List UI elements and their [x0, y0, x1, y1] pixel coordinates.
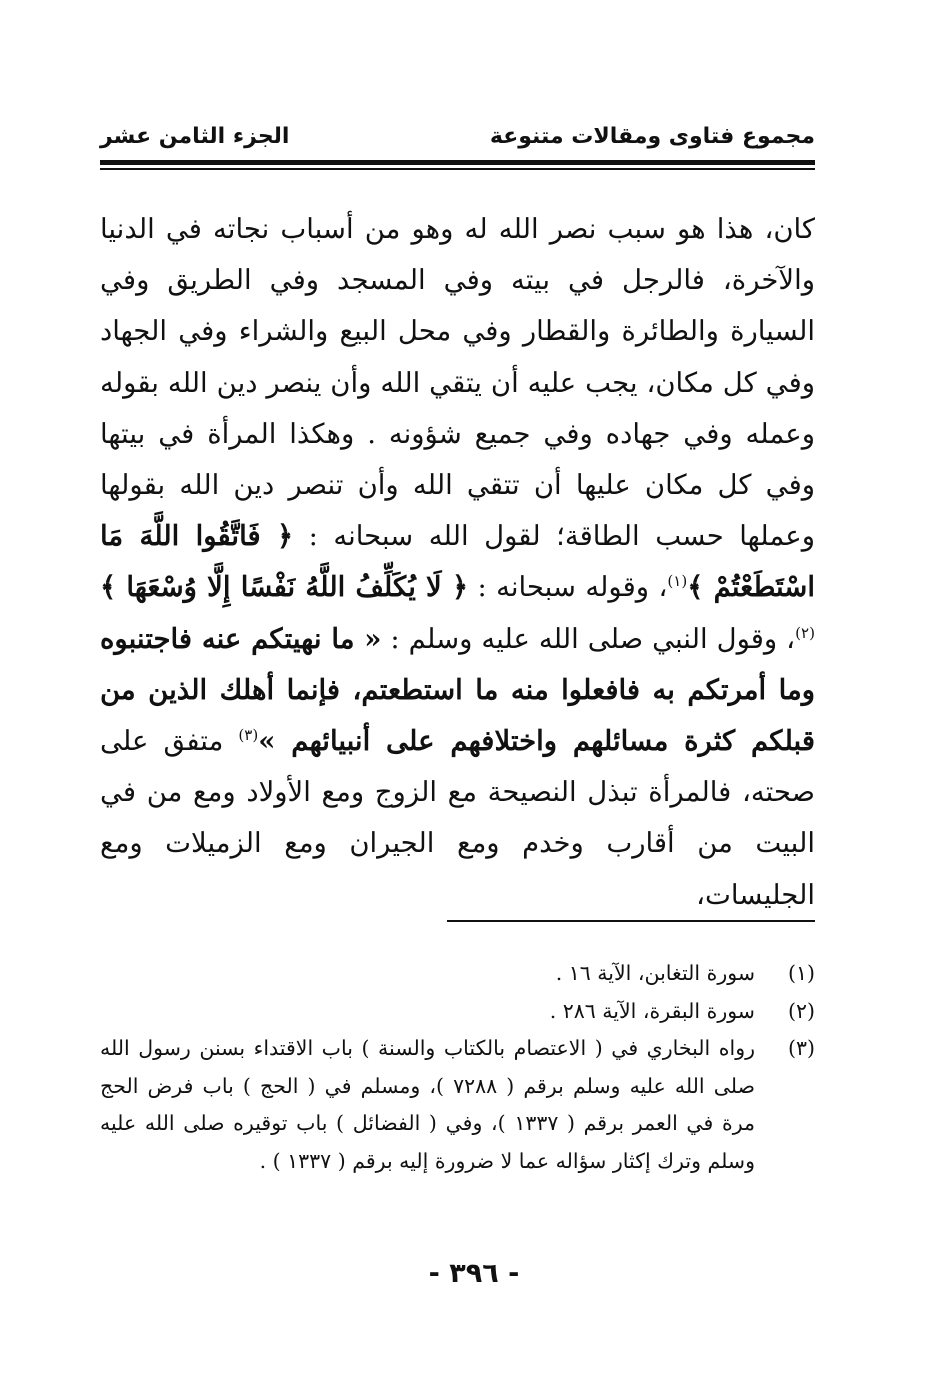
footnote-ref-1: (١): [667, 572, 688, 591]
paragraph-segment: ، وقول النبي صلى الله عليه وسلم :: [390, 622, 796, 655]
footnote-item: [100, 993, 815, 1031]
running-header: [100, 118, 815, 158]
volume-label: الجزء الثامن عشر: [100, 124, 290, 149]
footnote-item: [100, 955, 815, 993]
footnote-separator: [447, 920, 815, 922]
paragraph-segment: متفق على صحته، فالمرأة تبذل النصيحة مع الزوج ومع الأولاد ومع من في البيت من أقارب وخدم ومع الجيران ومع الزميلات ومع الجليسات،: [100, 725, 815, 911]
footnote-number: (٣): [787, 1036, 815, 1060]
hadith-quote: « ما نهيتكم عنه فاجتنبوه وما أمرتكم به فافعلوا منه ما استطعتم، فإنما أهلك الذين من قبلكم كثرة مسائلهم واختلافهم على أنبيائهم »: [100, 622, 815, 758]
footnote-ref-3: (٣): [238, 725, 259, 744]
footnote-text: سورة البقرة، الآية ٢٨٦ .: [549, 998, 755, 1023]
paragraph-segment: كان، هذا هو سبب نصر الله له وهو من أسباب نجاته في الدنيا والآخرة، فالرجل في بيته وفي المسجد وفي الطريق وفي السيارة والطائرة والقطار وفي محل البيع والشراء وفي الجهاد وفي كل مكان، يجب عليه أن يتقي الله وأن ينصر دين الله بقوله وعمله وفي جهاده وفي جميع شؤونه . وهكذا المرأة في بيتها وفي كل مكان عليها أن تتقي الله وأن تنصر دين الله بقولها وعملها حسب الطاقة؛ لقول الله سبحانه :: [100, 213, 815, 553]
paragraph-segment: ، وقوله سبحانه :: [477, 571, 668, 604]
footnote-ref-2: (٢): [795, 623, 815, 642]
footnote-item: [100, 1030, 815, 1180]
footnote-number: (١): [787, 961, 815, 985]
book-title: مجموع فتاوى ومقالات متنوعة: [489, 124, 815, 149]
header-rule-thick: [100, 160, 815, 165]
quran-verse-1: ﴿ فَاتَّقُوا اللَّهَ مَا اسْتَطَعْتُمْ ﴾: [100, 520, 815, 604]
page-number: - ٣٩٦ -: [428, 1258, 520, 1289]
footnotes-list: [100, 955, 815, 1180]
footnote-number: (٢): [787, 998, 815, 1023]
main-text: [100, 204, 815, 921]
footnote-text: سورة التغابن، الآية ١٦ .: [555, 961, 755, 985]
quran-verse-2: ﴿ لَا يُكَلِّفُ اللَّهُ نَفْسًا إِلَّا وُسْعَهَا ﴾: [100, 571, 469, 604]
header-rule-thin: [100, 168, 815, 170]
footnote-text: رواه البخاري في ( الاعتصام بالكتاب والسنة ) باب الاقتداء بسنن رسول الله صلى الله عليه وسلم برقم ( ٧٢٨٨ )، ومسلم في ( الحج ) باب فرض الحج مرة في العمر برقم ( ١٣٣٧ )، وفي ( الفضائل ) باب توقيره صلى الله عليه وسلم وترك إكثار سؤاله عما لا ضرورة إليه برقم ( ١٣٣٧ ) .: [100, 1036, 756, 1173]
